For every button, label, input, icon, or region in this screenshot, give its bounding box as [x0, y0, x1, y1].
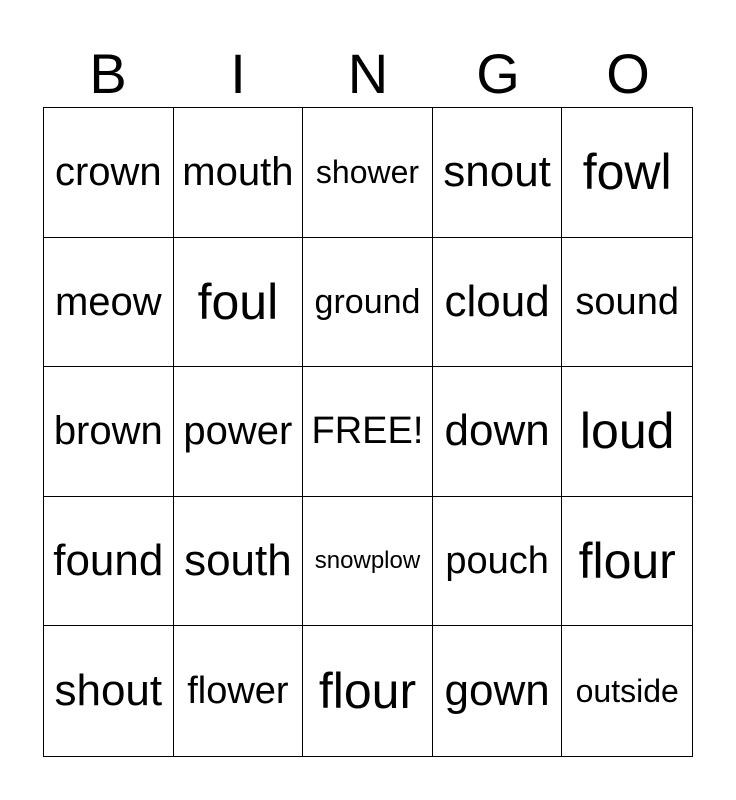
bingo-cell[interactable]: snout	[433, 108, 563, 238]
bingo-cell[interactable]: down	[433, 367, 563, 497]
bingo-board	[43, 107, 693, 757]
header-letter-o: O	[606, 42, 650, 105]
bingo-cell[interactable]: gown	[433, 626, 563, 756]
header-letter-g: G	[476, 42, 520, 105]
header-letter-n: N	[347, 42, 389, 105]
bingo-cell[interactable]: ground	[303, 238, 433, 368]
bingo-cell[interactable]: fowl	[562, 108, 692, 238]
bingo-cell[interactable]: mouth	[174, 108, 304, 238]
header-letter-i: I	[230, 42, 246, 105]
bingo-cell[interactable]: crown	[44, 108, 174, 238]
bingo-header	[43, 40, 693, 108]
bingo-cell[interactable]: sound	[562, 238, 692, 368]
bingo-cell[interactable]: snowplow	[303, 497, 433, 627]
bingo-cell[interactable]: south	[174, 497, 304, 627]
bingo-cell[interactable]: found	[44, 497, 174, 627]
bingo-cell[interactable]: shower	[303, 108, 433, 238]
header-letter-b: B	[89, 42, 127, 105]
bingo-cell[interactable]: brown	[44, 367, 174, 497]
bingo-cell[interactable]: flower	[174, 626, 304, 756]
bingo-cell[interactable]: power	[174, 367, 304, 497]
bingo-cell[interactable]: meow	[44, 238, 174, 368]
bingo-cell[interactable]: cloud	[433, 238, 563, 368]
bingo-cell[interactable]: pouch	[433, 497, 563, 627]
bingo-cell[interactable]: flour	[303, 626, 433, 756]
bingo-cell[interactable]: shout	[44, 626, 174, 756]
bingo-cell[interactable]: foul	[174, 238, 304, 368]
bingo-cell[interactable]: loud	[562, 367, 692, 497]
bingo-cell[interactable]: outside	[575, 673, 679, 710]
bingo-cell[interactable]: flour	[562, 497, 692, 627]
free-space-cell[interactable]: FREE!	[303, 367, 433, 497]
